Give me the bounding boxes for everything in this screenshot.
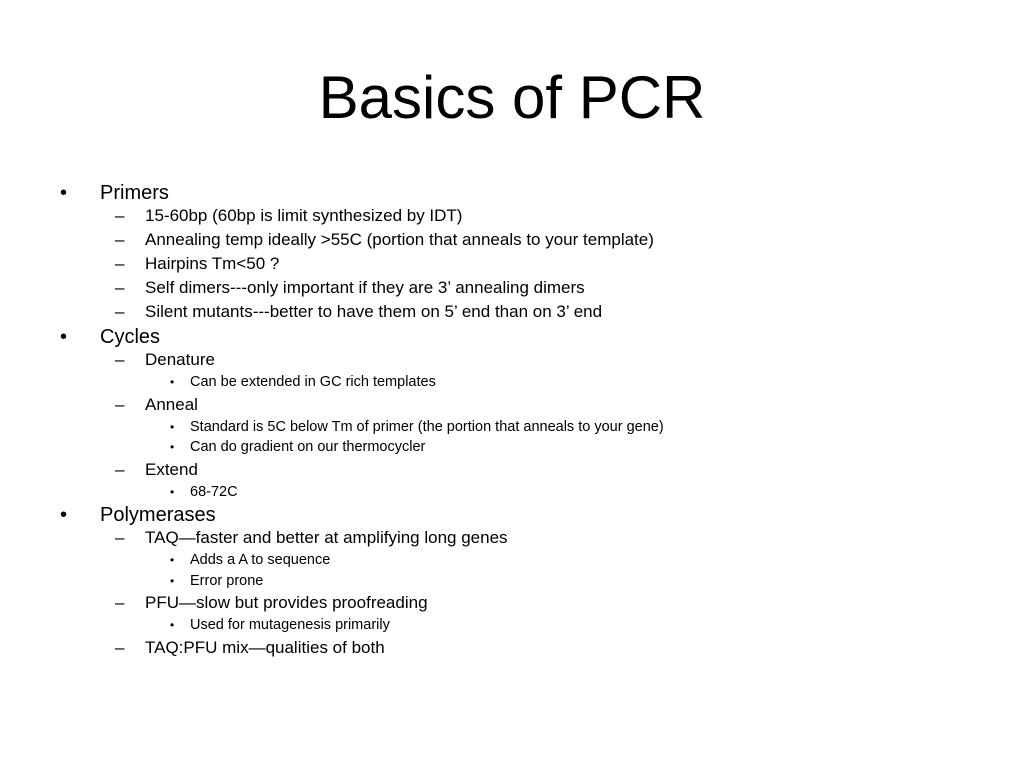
bullet-marker-level-2: – bbox=[115, 254, 125, 273]
list-item bbox=[0, 589, 1024, 613]
bullet-text: Silent mutants---better to have them on 5’ end than on 3’ end bbox=[145, 302, 603, 321]
bullet-text: Polymerases bbox=[100, 504, 216, 526]
bullet-marker-level-2: – bbox=[115, 350, 125, 369]
sub-list-item bbox=[0, 435, 1024, 456]
bullet-marker-level-2: – bbox=[115, 528, 125, 547]
list-item bbox=[0, 524, 1024, 548]
bullet-marker-level-2: – bbox=[115, 278, 125, 297]
bullet-text: Annealing temp ideally >55C (portion that anneals to your template) bbox=[145, 230, 654, 249]
bullet-text: Standard is 5C below Tm of primer (the portion that anneals to your gene) bbox=[190, 418, 664, 435]
bullet-text: PFU—slow but provides proofreading bbox=[145, 593, 428, 612]
bullet-marker-level-2: – bbox=[115, 637, 125, 657]
bullet-marker-level-3: • bbox=[170, 484, 175, 499]
bullet-text: Error prone bbox=[190, 572, 264, 589]
sub-list-item bbox=[0, 415, 1024, 436]
bullet-text: TAQ—faster and better at amplifying long genes bbox=[145, 528, 508, 547]
bullet-marker-level-2: – bbox=[115, 206, 125, 225]
list-item bbox=[0, 346, 1024, 370]
bullet-marker-level-2: – bbox=[115, 459, 125, 479]
list-item bbox=[0, 250, 1024, 274]
bullet-text: Extend bbox=[145, 459, 198, 479]
bullet-text: Cycles bbox=[100, 326, 161, 348]
bullet-marker-level-2: – bbox=[115, 230, 125, 249]
list-item bbox=[0, 456, 1024, 480]
bullet-marker-level-3: • bbox=[170, 440, 175, 454]
bullet-text: Denature bbox=[145, 350, 215, 369]
bullet-text: Self dimers---only important if they are 3’ annealing dimers bbox=[145, 278, 585, 297]
bullet-marker-level-3: • bbox=[170, 375, 175, 389]
list-item bbox=[0, 634, 1024, 658]
sub-list-item bbox=[0, 569, 1024, 590]
bullet-text: Used for mutagenesis primarily bbox=[190, 617, 390, 633]
bullet-marker-level-1: • bbox=[60, 182, 68, 204]
list-item bbox=[0, 298, 1024, 322]
bullet-marker-level-3: • bbox=[170, 553, 175, 567]
bullet-list bbox=[0, 178, 1024, 658]
slide-title: Basics of PCR bbox=[318, 64, 706, 131]
bullet-marker-level-3: • bbox=[170, 419, 175, 434]
bullet-marker-level-1: • bbox=[60, 504, 68, 526]
section-heading bbox=[0, 322, 1024, 346]
bullet-text: Can do gradient on our thermocycler bbox=[190, 439, 426, 455]
list-item bbox=[0, 226, 1024, 250]
bullet-text: Hairpins Tm<50 ? bbox=[145, 254, 280, 273]
bullet-marker-level-3: • bbox=[170, 573, 175, 588]
sub-list-item bbox=[0, 370, 1024, 391]
bullet-marker-level-2: – bbox=[115, 302, 125, 321]
bullet-text: Can be extended in GC rich templates bbox=[190, 374, 436, 390]
bullet-marker-level-2: – bbox=[115, 394, 125, 414]
bullet-text: TAQ:PFU mix—qualities of both bbox=[145, 637, 385, 657]
bullet-text: 15-60bp (60bp is limit synthesized by IDT) bbox=[145, 206, 463, 225]
bullet-text: 68-72C bbox=[190, 483, 238, 500]
section-heading bbox=[0, 500, 1024, 524]
sub-list-item bbox=[0, 480, 1024, 501]
bullet-text: Anneal bbox=[145, 394, 198, 414]
section-heading bbox=[0, 178, 1024, 202]
sub-list-item bbox=[0, 548, 1024, 569]
sub-list-item bbox=[0, 613, 1024, 634]
list-item bbox=[0, 274, 1024, 298]
list-item bbox=[0, 202, 1024, 226]
bullet-text: Primers bbox=[100, 182, 169, 204]
bullet-marker-level-3: • bbox=[170, 618, 175, 632]
bullet-text: Adds a A to sequence bbox=[190, 552, 331, 568]
bullet-marker-level-1: • bbox=[60, 326, 68, 348]
list-item bbox=[0, 391, 1024, 415]
bullet-marker-level-2: – bbox=[115, 593, 125, 612]
